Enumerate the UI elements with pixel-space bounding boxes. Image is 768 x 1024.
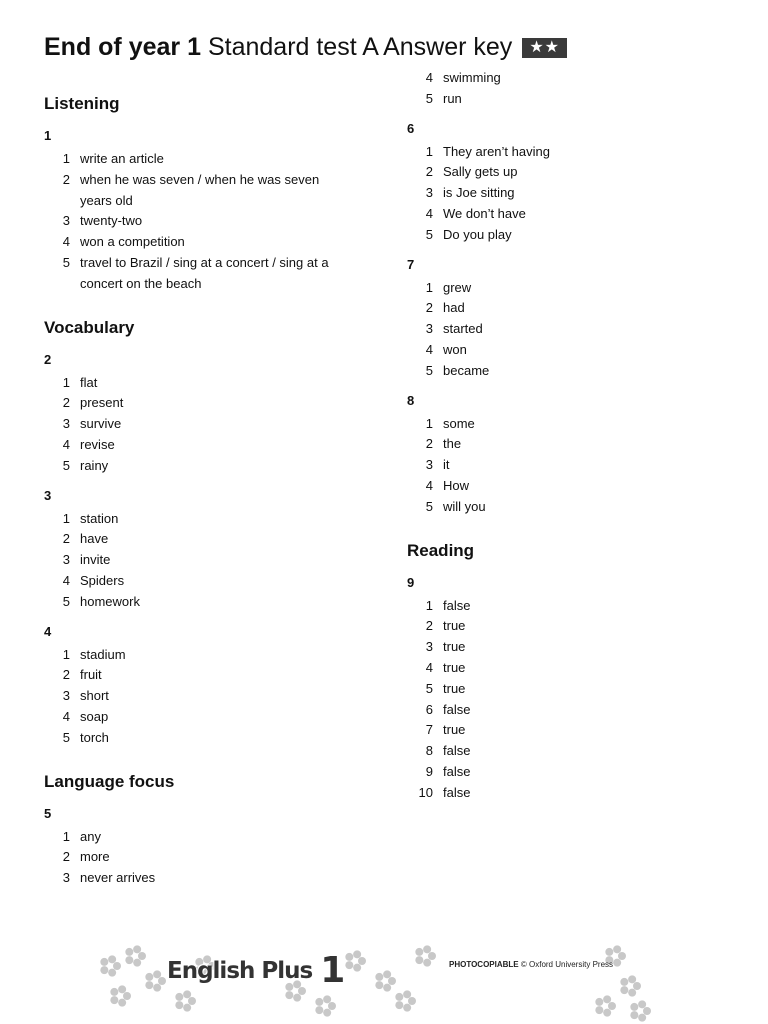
answer-list — [407, 68, 727, 110]
answer-text: How — [443, 477, 470, 493]
answer-item — [44, 827, 364, 848]
answer-number: 5 — [62, 729, 70, 745]
question-block — [44, 351, 364, 477]
answer-number: 6 — [425, 701, 433, 717]
answer-item — [407, 741, 727, 762]
answer-item — [407, 762, 727, 783]
question-block — [407, 574, 727, 804]
answer-number: 1 — [425, 597, 433, 613]
answer-text: flat — [80, 374, 98, 390]
answer-text: will you — [443, 498, 486, 514]
answer-list — [44, 373, 364, 477]
answer-item — [44, 170, 364, 212]
answer-item — [407, 225, 727, 246]
left-column — [44, 93, 364, 899]
brand-level: 1 — [320, 950, 345, 991]
title-rest: Standard test A Answer key — [207, 33, 513, 61]
question-block — [44, 805, 364, 889]
answer-list — [44, 827, 364, 889]
answer-item — [407, 679, 727, 700]
answer-text: survive — [80, 416, 122, 432]
answer-text: invite — [80, 552, 111, 568]
answer-number: 1 — [425, 415, 433, 431]
answer-number: 2 — [62, 849, 70, 865]
answer-text: Do you play — [443, 226, 512, 242]
answer-item — [407, 476, 727, 497]
answer-text: have — [80, 531, 109, 547]
answer-number: 7 — [425, 722, 433, 738]
answer-list — [44, 645, 364, 749]
answer-number: 5 — [425, 226, 433, 242]
answer-number: 5 — [425, 498, 433, 514]
answer-item — [407, 596, 727, 617]
answer-item — [44, 728, 364, 749]
answer-text: had — [443, 300, 465, 316]
answer-item — [44, 253, 364, 295]
answer-number: 2 — [62, 667, 70, 683]
question-number: 8 — [407, 392, 415, 408]
footer-banner — [95, 936, 652, 1024]
answer-number: 1 — [425, 143, 433, 159]
answer-item — [407, 434, 727, 455]
question-number: 3 — [44, 487, 52, 503]
answer-item — [44, 686, 364, 707]
answer-text: We don’t have — [443, 205, 526, 221]
answer-number: 4 — [62, 708, 70, 724]
answer-number: 4 — [425, 205, 433, 221]
answer-text: run — [443, 90, 462, 106]
answer-text: false — [443, 743, 471, 759]
question-number: 2 — [44, 351, 52, 367]
answer-item — [44, 149, 364, 170]
answer-list — [407, 142, 727, 246]
answer-number: 3 — [425, 185, 433, 201]
answer-list — [44, 509, 364, 613]
answer-text: soap — [80, 708, 109, 724]
answer-number: 4 — [425, 477, 433, 493]
answer-item — [407, 162, 727, 183]
question-block — [44, 127, 364, 295]
answer-text: twenty-two — [80, 213, 143, 229]
answer-text: fruit — [80, 667, 102, 683]
answer-item — [407, 361, 727, 382]
answer-number: 3 — [62, 213, 70, 229]
copyright-text: © Oxford University Press — [520, 960, 614, 969]
answer-text: true — [443, 639, 466, 655]
answer-text: rainy — [80, 457, 109, 473]
answer-text: Sally gets up — [443, 164, 518, 180]
answer-item — [44, 592, 364, 613]
answer-text: true — [443, 618, 466, 634]
answer-number: 3 — [62, 870, 70, 886]
question-number: 1 — [44, 128, 52, 143]
answer-item — [44, 509, 364, 530]
answer-item — [44, 868, 364, 889]
answer-number: 5 — [62, 254, 70, 270]
answer-number: 3 — [425, 639, 433, 655]
question-number: 6 — [407, 120, 415, 136]
answer-text: swimming — [443, 70, 501, 85]
answer-item — [407, 720, 727, 741]
answer-number: 2 — [62, 395, 70, 411]
answer-item — [407, 783, 727, 804]
answer-text: won a competition — [80, 234, 185, 250]
answer-item — [407, 142, 727, 163]
answer-text: short — [80, 688, 109, 704]
answer-item — [407, 497, 727, 518]
answer-text: never arrives — [80, 870, 156, 886]
answer-number: 2 — [62, 531, 70, 547]
answer-text: any — [80, 828, 101, 844]
question-number: 4 — [44, 623, 52, 639]
answer-number: 1 — [62, 510, 70, 526]
answer-text: travel to Brazil / sing at a concert / sing at a concert on the beach — [80, 254, 329, 291]
answer-list — [44, 149, 364, 295]
answer-list — [407, 596, 727, 804]
answer-item — [44, 529, 364, 550]
answer-number: 3 — [62, 688, 70, 704]
answer-text: present — [80, 395, 124, 411]
answer-number: 2 — [62, 171, 70, 187]
question-number: 7 — [407, 256, 415, 272]
answer-number: 2 — [425, 300, 433, 316]
answer-list — [407, 278, 727, 382]
answer-text: true — [443, 659, 466, 675]
answer-number: 4 — [62, 234, 70, 250]
answer-number: 1 — [62, 646, 70, 662]
answer-text: it — [443, 457, 450, 473]
answer-item — [44, 414, 364, 435]
answer-number: 5 — [425, 362, 433, 378]
answer-text: when he was seven / when he was seven years old — [80, 171, 320, 208]
answer-text: true — [443, 680, 466, 696]
answer-text: false — [443, 597, 471, 613]
brand-logo — [167, 950, 344, 991]
answer-item — [407, 183, 727, 204]
answer-text: station — [80, 510, 119, 526]
copyright-note — [449, 960, 613, 969]
answer-text: the — [443, 436, 462, 452]
answer-item — [407, 414, 727, 435]
answer-text: became — [443, 362, 490, 378]
answer-number: 4 — [62, 436, 70, 452]
answer-item — [407, 455, 727, 476]
brand-name: English Plus — [167, 958, 313, 984]
answer-item — [44, 211, 364, 232]
answer-number: 3 — [62, 552, 70, 568]
answer-text: true — [443, 722, 466, 738]
answer-number: 1 — [62, 151, 70, 166]
section-heading: Reading — [407, 540, 475, 560]
answer-number: 2 — [425, 618, 433, 634]
question-block — [407, 256, 727, 382]
title-bold: End of year 1 — [44, 33, 201, 61]
answer-item — [44, 232, 364, 253]
answer-text: some — [443, 415, 475, 431]
answer-text: more — [80, 849, 110, 865]
question-block — [44, 623, 364, 749]
question-number: 5 — [44, 805, 52, 821]
answer-number: 8 — [425, 743, 433, 759]
answer-number: 3 — [425, 321, 433, 337]
photocopiable-label: PHOTOCOPIABLE — [449, 960, 519, 969]
answer-text: won — [443, 341, 467, 357]
answer-item — [44, 847, 364, 868]
question-block — [407, 120, 727, 246]
answer-text: is Joe sitting — [443, 185, 515, 201]
section — [44, 317, 364, 749]
page-title — [44, 33, 567, 62]
answer-number: 1 — [62, 374, 70, 390]
answer-number: 4 — [425, 341, 433, 357]
answer-item — [44, 571, 364, 592]
question-number: 9 — [407, 574, 415, 590]
answer-item — [407, 340, 727, 361]
answer-number: 2 — [425, 436, 433, 452]
answer-item — [44, 645, 364, 666]
answer-text: false — [443, 784, 471, 800]
section-heading: Language focus — [44, 771, 175, 791]
answer-text: false — [443, 763, 471, 779]
question-block — [407, 68, 727, 110]
answer-item — [407, 616, 727, 637]
answer-item — [407, 658, 727, 679]
answer-text: write an article — [80, 151, 164, 166]
answer-item — [407, 637, 727, 658]
answer-number: 2 — [425, 164, 433, 180]
answer-item — [44, 435, 364, 456]
answer-item — [407, 700, 727, 721]
answer-text: Spiders — [80, 572, 125, 588]
answer-number: 10 — [418, 784, 433, 800]
answer-number: 3 — [425, 457, 433, 473]
answer-text: They aren’t having — [443, 143, 550, 159]
answer-number: 9 — [425, 763, 433, 779]
answer-item — [407, 68, 727, 89]
difficulty-stars-badge: ★★ — [522, 38, 567, 58]
question-block — [407, 392, 727, 518]
answer-number: 5 — [425, 90, 433, 106]
answer-number: 3 — [62, 416, 70, 432]
answer-item — [407, 278, 727, 299]
answer-number: 1 — [425, 279, 433, 295]
answer-item — [407, 89, 727, 110]
question-block — [44, 487, 364, 613]
answer-item — [44, 456, 364, 477]
answer-number: 4 — [425, 659, 433, 675]
section — [44, 771, 364, 889]
answer-item — [44, 550, 364, 571]
answer-number: 5 — [62, 593, 70, 609]
section — [407, 540, 727, 804]
section-heading: Vocabulary — [44, 317, 135, 337]
answer-text: grew — [443, 279, 472, 295]
answer-item — [44, 393, 364, 414]
section — [44, 93, 364, 295]
answer-text: stadium — [80, 646, 126, 662]
answer-item — [407, 319, 727, 340]
answer-text: revise — [80, 436, 115, 452]
section — [407, 68, 727, 518]
section-heading: Listening — [44, 94, 120, 113]
answer-item — [407, 204, 727, 225]
right-column — [407, 68, 727, 814]
answer-text: torch — [80, 729, 109, 745]
answer-number: 5 — [62, 457, 70, 473]
answer-item — [44, 373, 364, 394]
answer-item — [44, 665, 364, 686]
answer-number: 1 — [62, 828, 70, 844]
answer-number: 5 — [425, 680, 433, 696]
answer-text: started — [443, 321, 483, 337]
answer-list — [407, 414, 727, 518]
answer-text: homework — [80, 593, 140, 609]
answer-number: 4 — [62, 572, 70, 588]
answer-text: false — [443, 701, 471, 717]
answer-item — [407, 298, 727, 319]
answer-number: 4 — [425, 70, 433, 85]
answer-item — [44, 707, 364, 728]
